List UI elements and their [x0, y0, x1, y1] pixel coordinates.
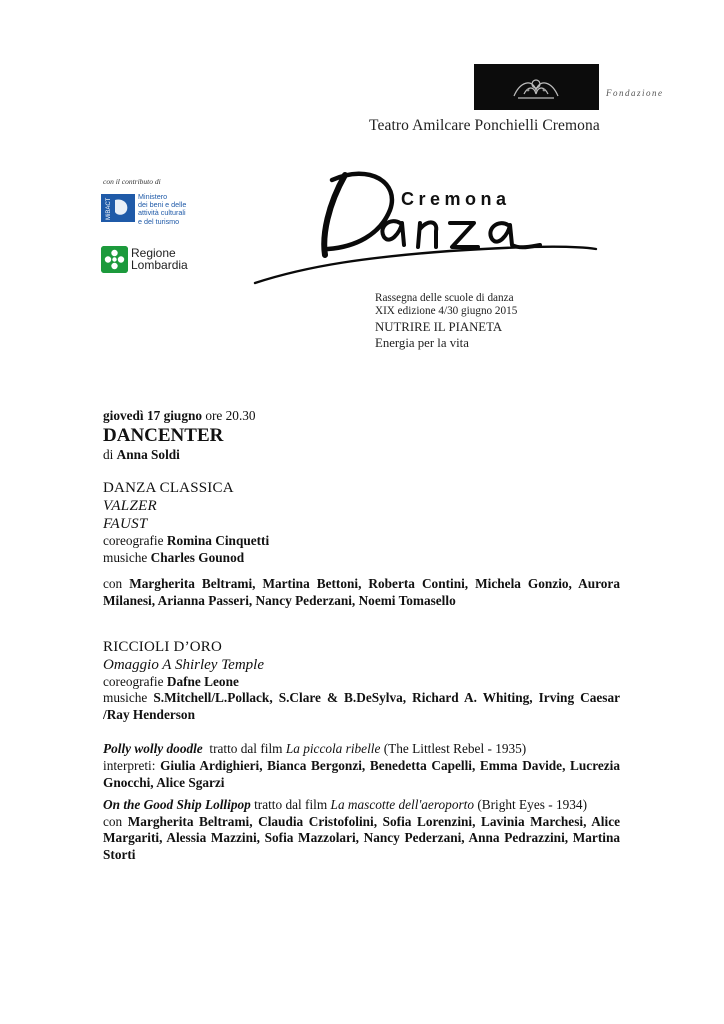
festival-line: Rassegna delle scuole di danza [375, 292, 514, 304]
choreography-credit [103, 533, 620, 550]
section-title-riccioli: RICCIOLI D’ORO [103, 638, 223, 655]
cast-names: Margherita Beltrami, Claudia Cristofolini, Sofia Lorenzini, Lavinia Marchesi, Alice Margariti, Alessia Mazzini, Sofia Mazzolari, Nancy Pederzani, Anna Pedrazzini, Martina Storti [103, 813, 620, 862]
choreography-credit [103, 674, 620, 691]
cast-names: Margherita Beltrami, Martina Bettoni, Roberta Contini, Michela Gonzio, Aurora Milanesi, Arianna Passeri, Nancy Pederzani, Noemi Tomasello [103, 576, 620, 608]
mibact-line: e del turismo [138, 216, 180, 226]
event-date: giovedì 17 giugno [103, 408, 203, 423]
cast-list [103, 576, 620, 609]
film-source-label: tratto dal film [209, 741, 283, 757]
cast-list [103, 758, 620, 791]
fondazione-label: Fondazione [606, 88, 664, 98]
danza-calligraphy-logo [250, 165, 600, 290]
theme-title: NUTRIRE IL PIANETA [375, 320, 503, 334]
credit-label: coreografie [103, 533, 164, 549]
event-time: ore 20.30 [205, 408, 256, 423]
cast-names: Giulia Ardighieri, Bianca Bergonzi, Benedetta Capelli, Emma Davide, Lucrezia Gnocchi, Alice Sgarzi [103, 757, 621, 790]
film-title: La mascotte dell'aeroporto [330, 797, 474, 813]
film-original: (Bright Eyes - 1934) [477, 797, 587, 813]
mibact-line: attività culturali [138, 208, 186, 218]
cast-list [103, 814, 620, 864]
lombardia-logo [101, 246, 128, 273]
mibact-line: dei beni e delle [138, 200, 187, 210]
credit-label: musiche [103, 690, 148, 706]
film-source-label: tratto dal film [254, 797, 328, 813]
contribution-label: con il contributo di [103, 177, 161, 186]
lombardia-line: Lombardia [131, 258, 188, 272]
credit-label: coreografie [103, 673, 164, 689]
lombardia-text [131, 247, 188, 271]
event-datetime [103, 408, 620, 425]
mibact-logo [101, 194, 135, 222]
composer-names: S.Mitchell/L.Pollack, S.Clare & B.DeSylva, Richard A. Whiting, Irving Caesar /Ray Henderson [103, 690, 620, 722]
lombardia-line: Regione [131, 246, 176, 260]
fondazione-logo-image [474, 64, 599, 110]
film-original: (The Littlest Rebel - 1935) [383, 741, 527, 757]
credit-label: musiche [103, 549, 148, 565]
company-director [103, 447, 620, 464]
mibact-emblem-icon [101, 194, 135, 222]
mibact-abbr: MiBACT [106, 197, 112, 220]
company-title: DANCENTER [103, 424, 224, 446]
number-title: On the Good Ship Lollipop [103, 797, 251, 813]
film-title: La piccola ribelle [285, 741, 381, 757]
festival-theme [375, 319, 502, 351]
mibact-line: Ministero [138, 192, 168, 201]
composer-name: Charles Gounod [150, 549, 245, 565]
cast-label: con [103, 576, 123, 592]
director-name: Anna Soldi [116, 446, 180, 462]
program-body [103, 408, 620, 864]
theme-subtitle: Energia per la vita [375, 336, 469, 350]
director-prefix: di [103, 446, 114, 462]
cremona-wordmark: Cremona [401, 189, 511, 209]
number-header [103, 741, 620, 758]
cast-label: con [103, 813, 123, 829]
piece-title: VALZER [103, 498, 158, 515]
lombardia-rose-icon [101, 246, 128, 273]
music-credit [103, 550, 620, 567]
section-title-classica: DANZA CLASSICA [103, 480, 234, 497]
number-header [103, 797, 620, 814]
cast-label: interpreti: [103, 757, 156, 773]
number-title: Polly wolly doodle [103, 741, 203, 757]
mibact-text [138, 193, 208, 226]
choreographer-name: Romina Cinquetti [166, 533, 270, 549]
music-credit [103, 690, 620, 723]
theatre-name: Teatro Amilcare Ponchielli Cremona [369, 117, 600, 134]
piece-title: FAUST [103, 516, 148, 533]
section-subtitle: Omaggio A Shirley Temple [103, 656, 264, 673]
festival-edition: XIX edizione 4/30 giugno 2015 [375, 305, 518, 317]
ponchielli-emblem-icon [474, 64, 599, 110]
festival-info [375, 292, 517, 318]
choreographer-name: Dafne Leone [166, 673, 239, 689]
